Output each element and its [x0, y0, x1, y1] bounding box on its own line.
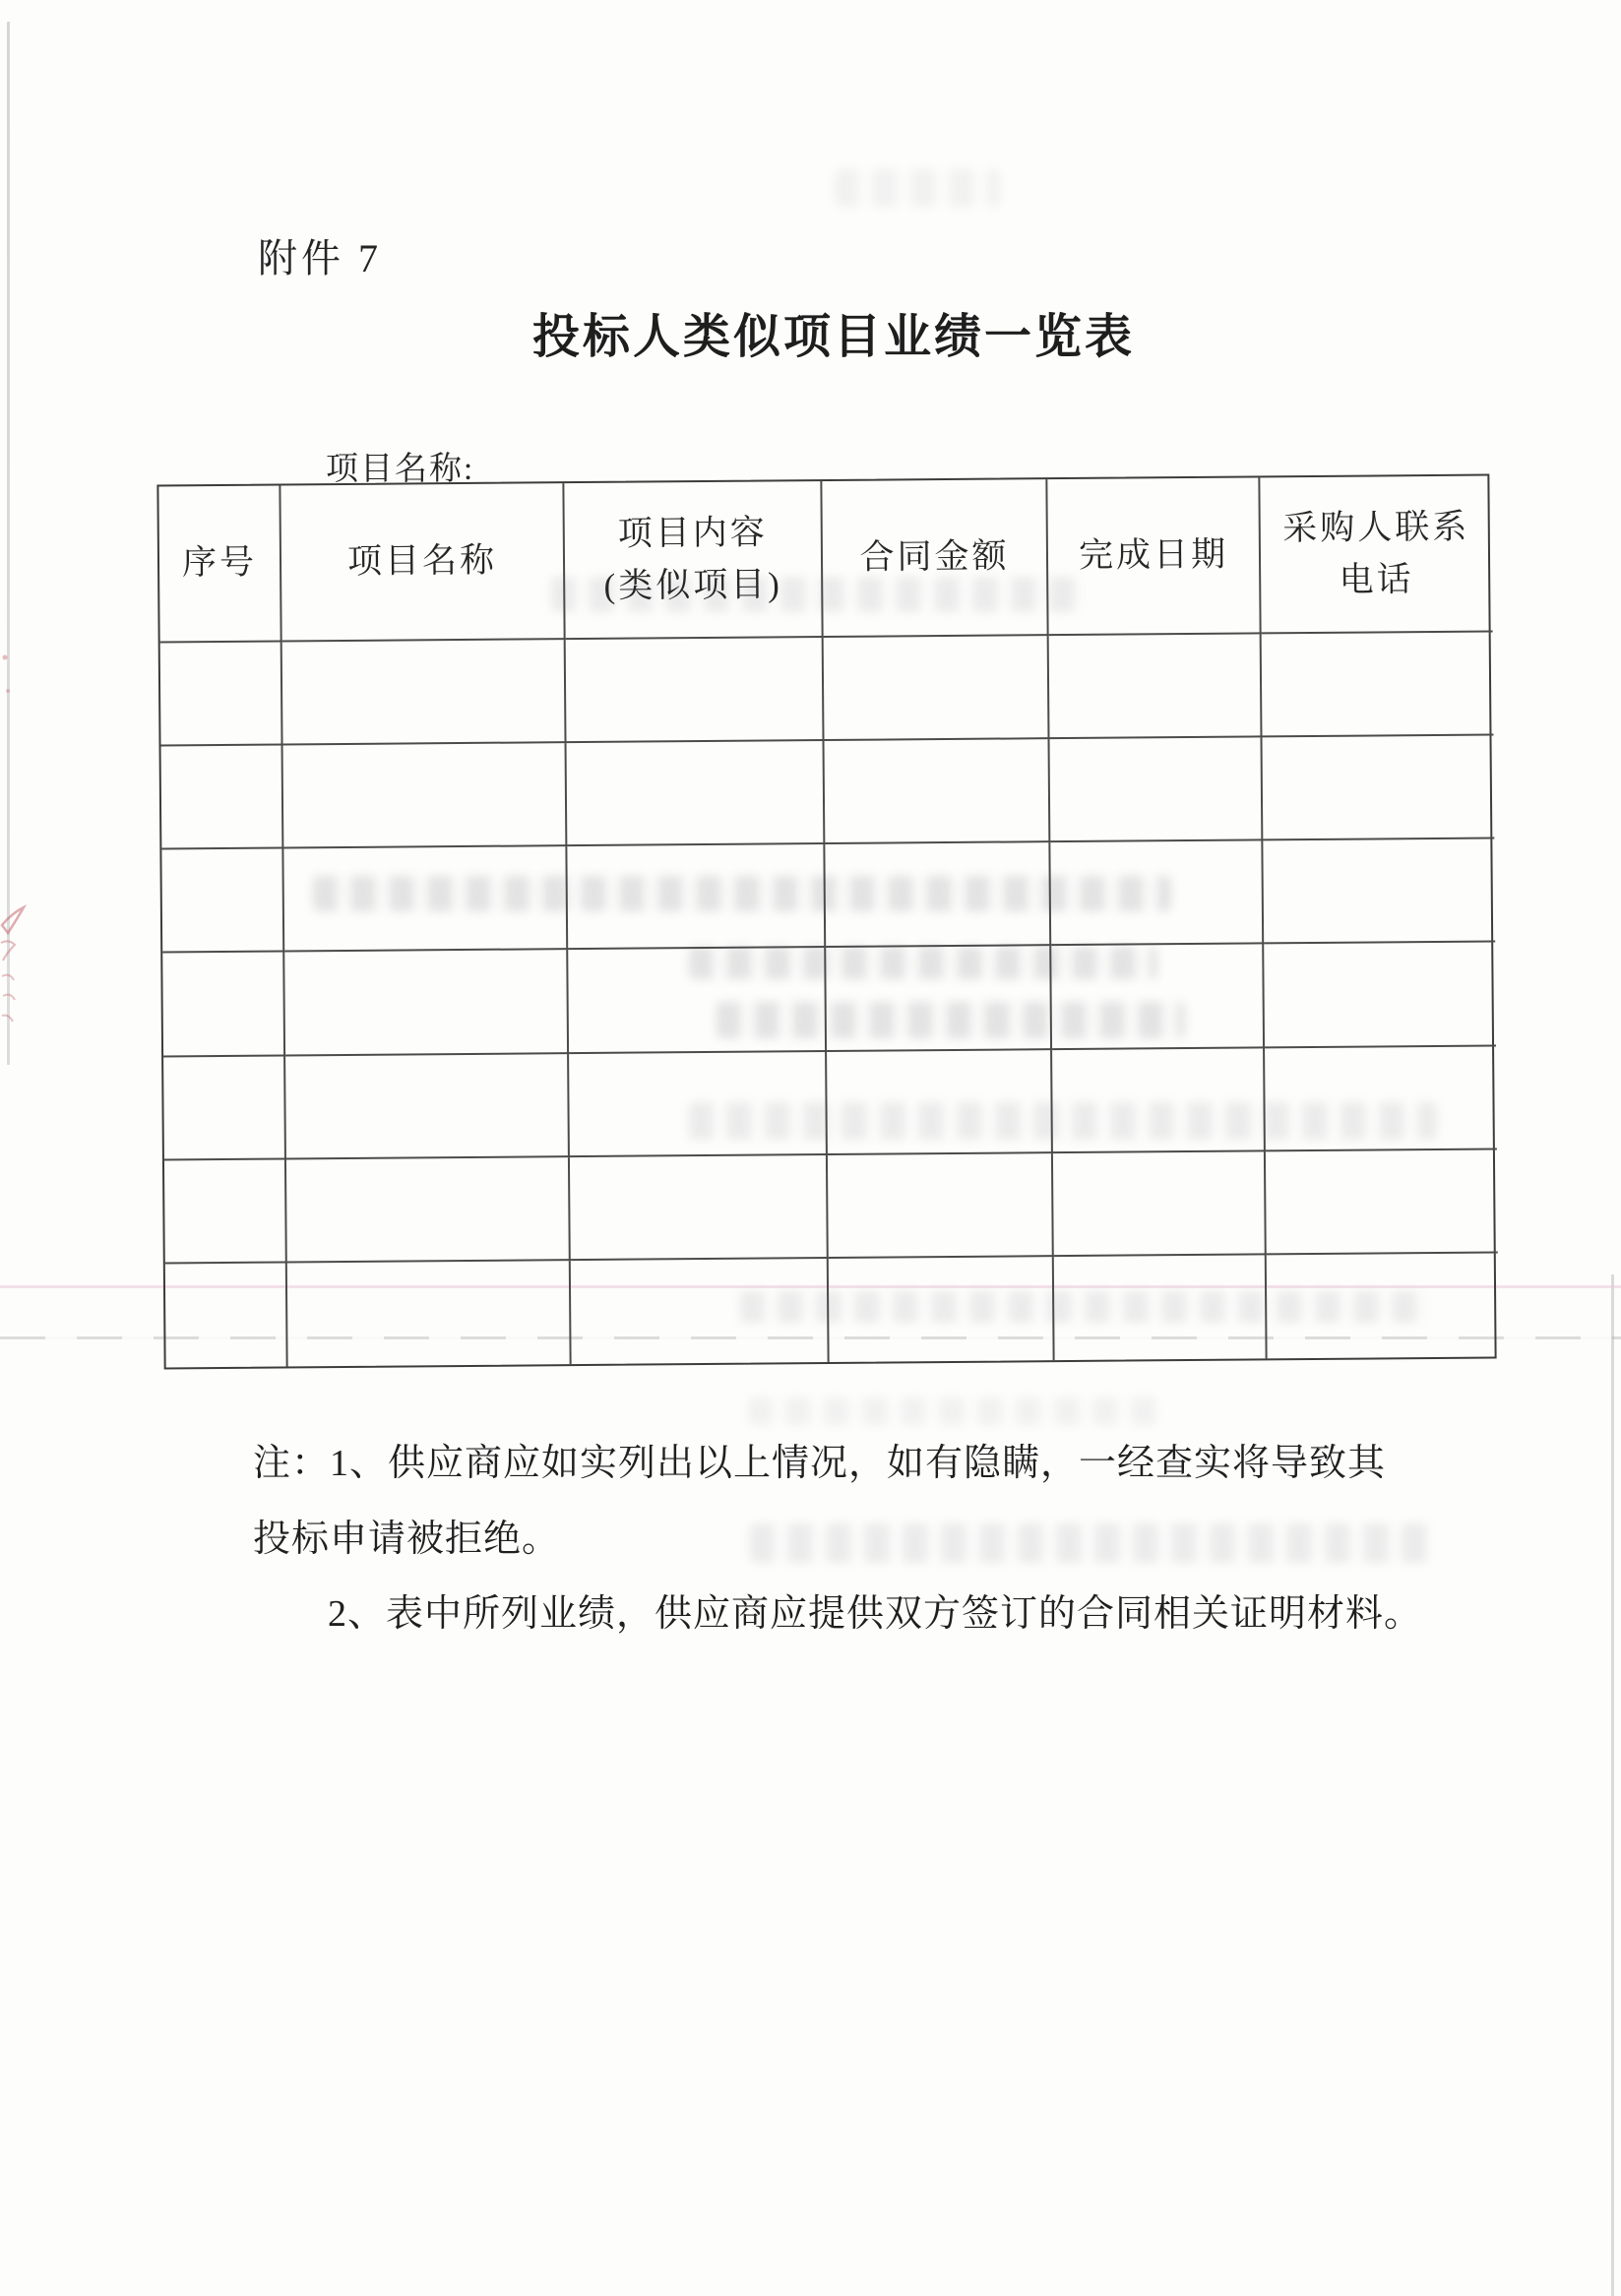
bleed-through-mark [750, 1523, 1429, 1563]
table-cell-empty [825, 739, 1051, 844]
note-line-2: 投标申请被拒绝。 [253, 1519, 561, 1560]
performance-table [156, 474, 1496, 1370]
table-cell-empty [165, 1263, 288, 1367]
table-cell-empty [571, 1259, 830, 1364]
table-cell-empty [1050, 738, 1264, 843]
table-cell-empty [569, 1052, 828, 1157]
table-cell-empty [161, 849, 284, 954]
table-cell-empty [160, 642, 283, 746]
header-cell-seq: 序号 [158, 485, 281, 643]
header-cell-contract-amount: 合同金额 [822, 479, 1048, 638]
table-cell-empty [1267, 1253, 1499, 1358]
table-cell-empty [282, 640, 567, 745]
table-cell-empty [1264, 943, 1496, 1048]
table-cell-empty [163, 1056, 286, 1160]
bleed-through-mark [748, 1397, 1161, 1425]
table-cell-empty [1262, 632, 1494, 737]
header-cell-completion-date: 完成日期 [1047, 477, 1261, 636]
table-cell-empty [825, 842, 1051, 948]
table-cell-empty [570, 1155, 829, 1261]
table-cell-empty [161, 746, 284, 850]
red-ink-marks [0, 630, 45, 1053]
table-cell-empty [287, 1261, 572, 1366]
header-cell-project-name: 项目名称 [281, 483, 565, 642]
table-cell-empty [1050, 841, 1264, 947]
project-name-label: 项目名称: [326, 452, 475, 487]
table-cell-empty [285, 1054, 570, 1159]
table-cell-empty [1053, 1151, 1267, 1257]
table-cell-empty [829, 1257, 1055, 1362]
header-cell-purchaser-phone: 采购人联系 电话 [1260, 476, 1492, 635]
table-cell-empty [286, 1157, 571, 1263]
table-cell-empty [828, 1153, 1054, 1259]
table-cell-empty [827, 1050, 1053, 1155]
table-cell-empty [162, 953, 285, 1057]
bleed-through-mark [835, 169, 1000, 207]
table-cell-empty [283, 743, 568, 848]
table-cell-empty [1054, 1255, 1268, 1360]
table-cell-empty [566, 638, 825, 743]
table-cell-empty [568, 948, 827, 1053]
note-line-3: 2、表中所列业绩，供应商应提供双方签订的合同相关证明材料。 [328, 1593, 1423, 1635]
note-line-1: 注：1、供应商应如实列出以上情况，如有隐瞒，一经查实将导致其 [253, 1443, 1387, 1484]
table-cell-empty [567, 741, 826, 846]
table-cell-empty [1263, 839, 1495, 945]
scan-edge-line-right [1611, 1274, 1614, 2296]
attachment-label: 附件 7 [258, 236, 382, 280]
page-title: 投标人类似项目业绩一览表 [532, 311, 1136, 363]
table-cell-empty [824, 636, 1050, 741]
table-cell-empty [1262, 736, 1494, 841]
table-cell-empty [567, 844, 826, 950]
table-cell-empty [1266, 1149, 1498, 1255]
table-cell-empty [283, 846, 568, 952]
header-cell-project-content: 项目内容 (类似项目) [564, 481, 823, 640]
table-cell-empty [1052, 1048, 1266, 1153]
table-cell-empty [826, 947, 1052, 1052]
table-cell-empty [284, 951, 569, 1056]
table-cell-empty [1051, 945, 1265, 1050]
table-cell-empty [164, 1159, 287, 1264]
table-cell-empty [1265, 1046, 1497, 1151]
table-cell-empty [1049, 634, 1263, 739]
